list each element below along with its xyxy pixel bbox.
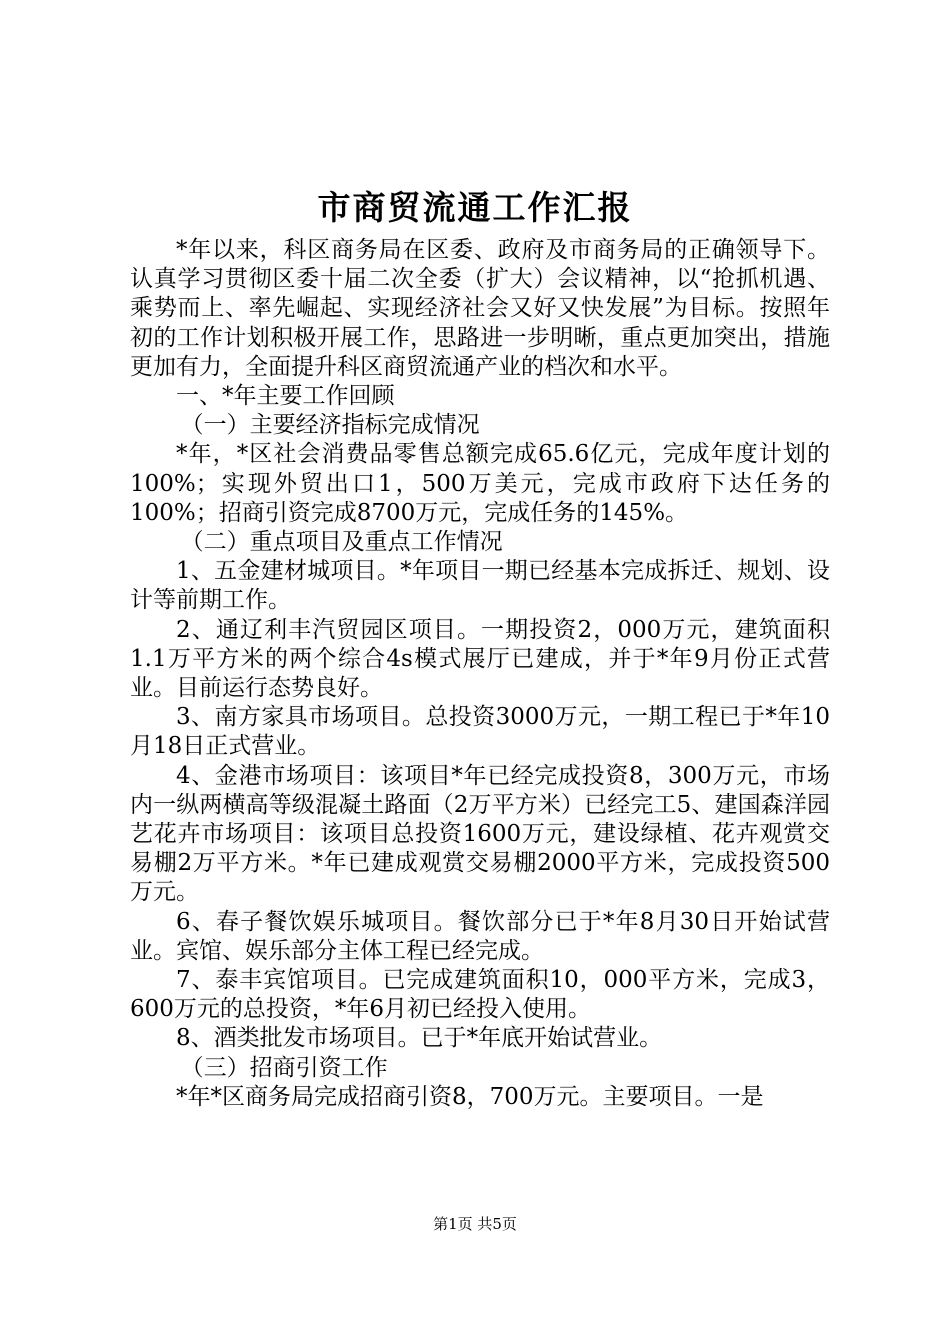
body-paragraph: 1、五金建材城项目。*年项目一期已经基本完成拆迁、规划、设计等前期工作。 xyxy=(130,558,830,614)
body-paragraph: 3、南方家具市场项目。总投资3000万元，一期工程已于*年10月18日正式营业。 xyxy=(130,704,830,760)
document-title: 市商贸流通工作汇报 xyxy=(317,188,633,227)
subsection-heading: （二）重点项目及重点工作情况 xyxy=(180,529,503,556)
document-body xyxy=(130,236,830,1112)
subsection-heading: （三）招商引资工作 xyxy=(180,1054,388,1081)
body-paragraph: 6、春子餐饮娱乐城项目。餐饮部分已于*年8月30日开始试营业。宾馆、娱乐部分主体工程已经完成。 xyxy=(130,908,830,964)
intro-paragraph: *年以来，科区商务局在区委、政府及市商务局的正确领导下。认真学习贯彻区委十届二次全委（扩大）会议精神，以“抢抓机遇、乘势而上、率先崛起、实现经济社会又好又快发展”为目标。按照年初的工作计划积极开展工作，思路进一步明晰，重点更加突出，措施更加有力，全面提升科区商贸流通产业的档次和水平。 xyxy=(130,237,830,380)
body-paragraph: *年*区商务局完成招商引资8，700万元。主要项目。一是 xyxy=(176,1083,764,1110)
body-paragraph: 4、金港市场项目：该项目*年已经完成投资8，300万元，市场内一纵两横高等级混凝土路面（2万平方米）已经完工5、建国森洋园艺花卉市场项目：该项目总投资1600万元，建设绿植、花卉观赏交易棚2万平方米。*年已建成观赏交易棚2000平方米，完成投资500万元。 xyxy=(130,762,830,906)
page-footer: 第1页 共5页 xyxy=(433,1215,517,1233)
body-paragraph: 8、酒类批发市场项目。已于*年底开始试营业。 xyxy=(176,1025,663,1052)
body-paragraph: 7、泰丰宾馆项目。已完成建筑面积10，000平方米，完成3，600万元的总投资，*年6月初已经投入使用。 xyxy=(130,967,830,1023)
subsection-heading: （一）主要经济指标完成情况 xyxy=(180,412,480,439)
section-heading: 一、*年主要工作回顾 xyxy=(176,383,395,410)
body-paragraph: *年，*区社会消费品零售总额完成65.6亿元，完成年度计划的100%；实现外贸出口1，500万美元，完成市政府下达任务的100%；招商引资完成8700万元，完成任务的145%。 xyxy=(130,441,830,526)
body-paragraph: 2、通辽利丰汽贸园区项目。一期投资2，000万元，建筑面积1.1万平方米的两个综合4s模式展厅已建成，并于*年9月份正式营业。目前运行态势良好。 xyxy=(130,616,830,702)
